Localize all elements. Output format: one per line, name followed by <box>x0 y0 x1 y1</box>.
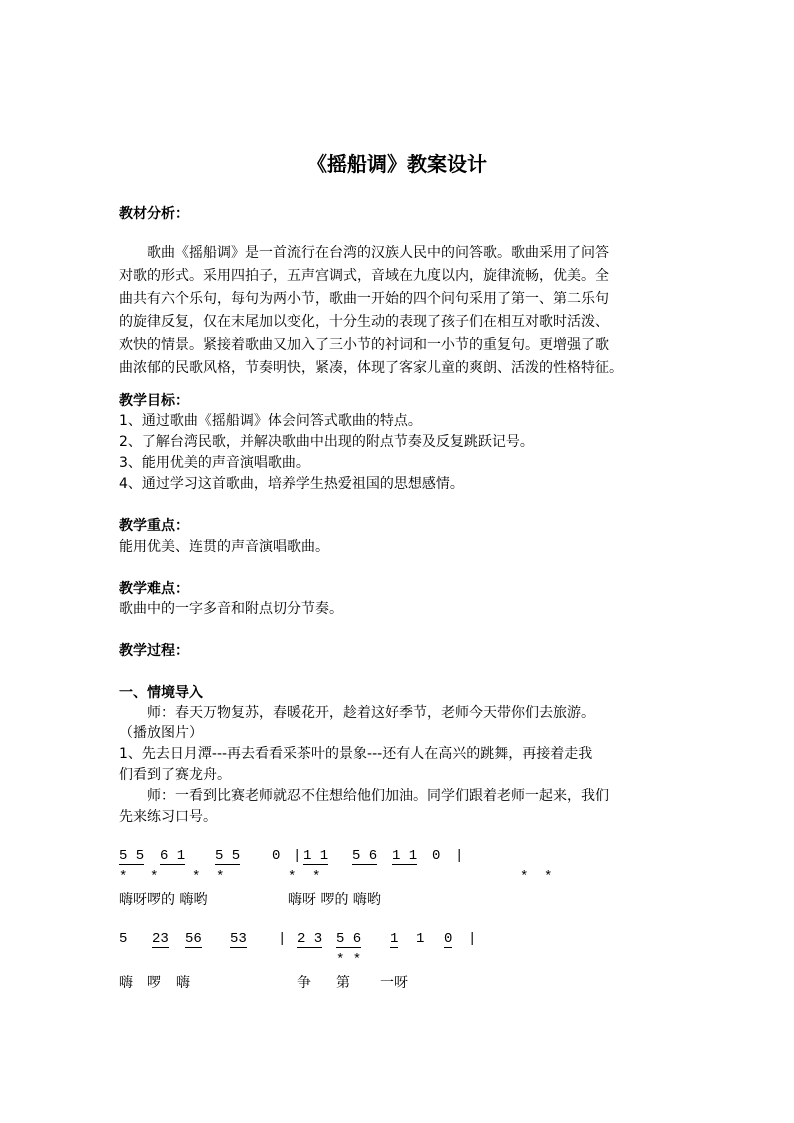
section1-heading: 一、情境导入 <box>119 685 203 701</box>
note-group: 1 1 <box>392 848 418 864</box>
section1-line: 师：春天万物复苏，春暖花开，趁着这好季节，老师今天带你们去旅游。 <box>119 705 595 721</box>
process-heading: 教学过程： <box>119 643 189 659</box>
note-group: 23 <box>152 931 169 947</box>
difficulty-heading: 教学难点： <box>119 581 189 597</box>
section1-line: （播放图片） <box>119 725 203 741</box>
analysis-line: 对歌的形式。采用四拍子，五声宫调式，音域在九度以内，旋律流畅，优美。全 <box>119 268 609 284</box>
goal-item: 4、通过学习这首歌曲，培养学生热爱祖国的思想感情。 <box>119 476 464 492</box>
lyric: 一呀 <box>380 975 408 991</box>
dot-mark: * <box>288 869 297 885</box>
analysis-line: 的旋律反复，仅在末尾加以变化，十分生动的表现了孩子们在相互对歌时活泼、 <box>119 314 609 330</box>
section1-line: 1、先去日月潭---再去看看采茶叶的景象---还有人在高兴的跳舞，再接着走我 <box>119 746 593 762</box>
analysis-line: 曲浓郁的民歌风格，节奏明快，紧凑，体现了客家儿童的爽朗、活泼的性格特征。 <box>119 360 623 376</box>
note-group: 0 <box>272 848 281 864</box>
analysis-heading: 教材分析： <box>119 206 189 222</box>
note-group: 5 6 <box>336 931 362 947</box>
dot-mark: * <box>119 869 128 885</box>
lyric: 嗨呀啰的 嗨哟 <box>119 892 208 908</box>
section1-line: 先来练习口号。 <box>119 809 217 825</box>
goals-heading: 教学目标： <box>119 393 189 409</box>
note-group: 1 <box>390 931 399 947</box>
note-group: 1 1 <box>303 848 329 864</box>
note-group: 56 <box>185 931 202 947</box>
key-text: 能用优美、连贯的声音演唱歌曲。 <box>119 539 329 555</box>
note-group: 2 3 <box>297 931 323 947</box>
goal-item: 1、通过歌曲《摇船调》体会问答式歌曲的特点。 <box>119 413 422 429</box>
goal-item: 3、能用优美的声音演唱歌曲。 <box>119 455 310 471</box>
barline: | <box>293 848 302 864</box>
lyric: 嗨 <box>176 975 190 991</box>
barline: | <box>455 848 464 864</box>
dot-mark: * * <box>336 952 362 968</box>
note-group: 5 <box>119 931 128 947</box>
dot-mark: * <box>150 869 159 885</box>
note-group: 5 6 <box>352 848 378 864</box>
document-title: 《摇船调》教案设计 <box>307 152 487 176</box>
barline: | <box>468 931 477 947</box>
note-group: 6 1 <box>160 848 186 864</box>
lyric: 争 <box>297 975 311 991</box>
key-heading: 教学重点： <box>119 518 189 534</box>
barline: | <box>278 931 287 947</box>
note-group: 1 <box>416 931 425 947</box>
note-group: 5 5 <box>119 848 145 864</box>
note-group: 53 <box>230 931 247 947</box>
section1-line: 们看到了赛龙舟。 <box>119 767 231 783</box>
analysis-line: 欢快的情景。紧接着歌曲又加入了三小节的衬词和一小节的重复句。更增强了歌 <box>119 337 609 353</box>
dot-mark: * <box>216 869 225 885</box>
analysis-line: 曲共有六个乐句，每句为两小节，歌曲一开始的四个问句采用了第一、第二乐句 <box>119 291 609 307</box>
analysis-line: 歌曲《摇船调》是一首流行在台湾的汉族人民中的问答歌。歌曲采用了问答 <box>119 245 609 261</box>
dot-mark: * <box>312 869 321 885</box>
note-group: 5 5 <box>215 848 241 864</box>
dot-mark: * <box>520 869 529 885</box>
note-group: 0 <box>444 931 453 947</box>
note-group: 0 <box>432 848 441 864</box>
lyric: 第 <box>336 975 350 991</box>
goal-item: 2、了解台湾民歌，并解决歌曲中出现的附点节奏及反复跳跃记号。 <box>119 434 534 450</box>
lyric: 嗨 <box>119 975 133 991</box>
difficulty-text: 歌曲中的一字多音和附点切分节奏。 <box>119 601 343 617</box>
lyric: 啰 <box>147 975 161 991</box>
lyric: 嗨呀 啰的 嗨哟 <box>288 892 381 908</box>
dot-mark: * <box>544 869 553 885</box>
section1-line: 师：一看到比赛老师就忍不住想给他们加油。同学们跟着老师一起来，我们 <box>119 788 609 804</box>
dot-mark: * <box>192 869 201 885</box>
